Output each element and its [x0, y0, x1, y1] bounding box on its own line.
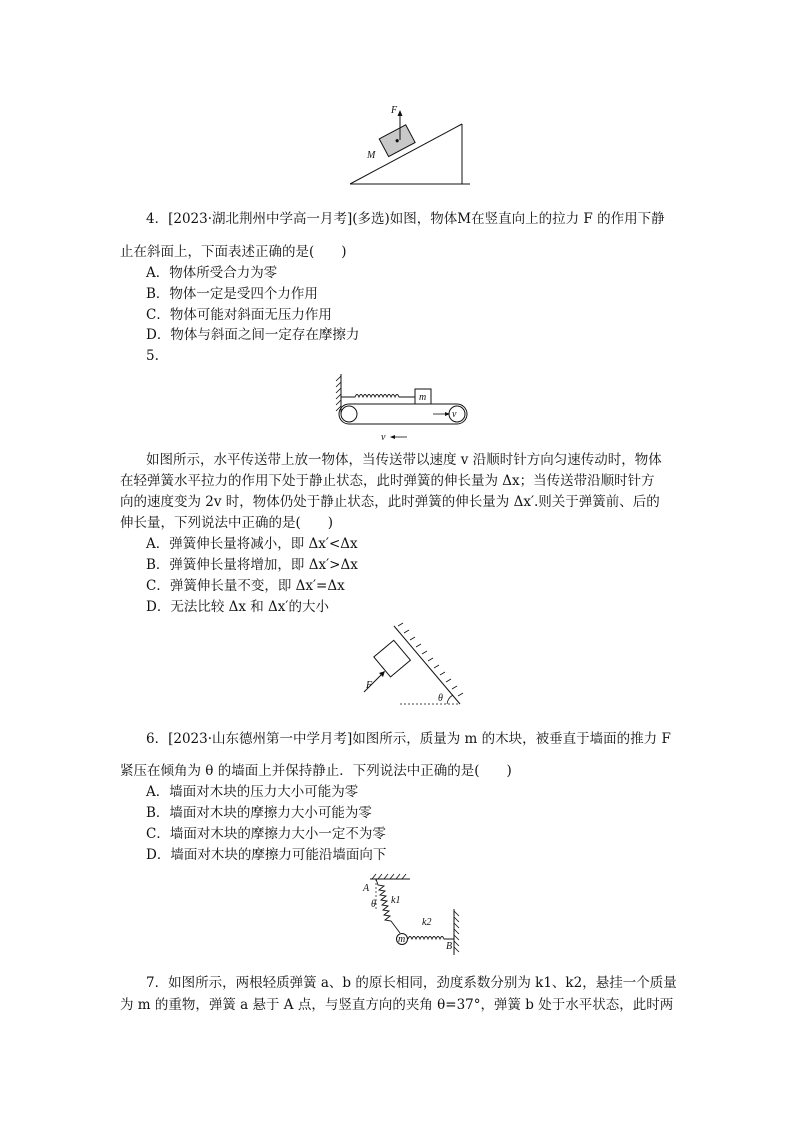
spring-b: [408, 937, 454, 940]
q6-option-a: A．墙面对木块的压力大小可能为零: [146, 784, 359, 800]
q4-stem-line1: 4．[2023·湖北荆州中学高一月考](多选)如图，物体M在竖直向上的拉力 F 的作用下静: [146, 211, 665, 227]
k2-label: k2: [422, 917, 432, 928]
mass-label: m: [419, 392, 427, 403]
q6-wall-figure: [352, 622, 472, 714]
q5-stem-line1: 如图所示，水平传送带上放一物体，当传送带以速度 v 沿顺时针方向匀速传动时，物体: [146, 452, 662, 468]
q5-number: 5.: [146, 348, 159, 364]
angle-label: θ: [438, 693, 443, 704]
mass-label: M: [367, 150, 376, 161]
q5-option-d: D．无法比较 Δx 和 Δx′的大小: [146, 599, 329, 615]
q6-stem-line2: 紧压在倾角为 θ 的墙面上并保持静止．下列说法中正确的是( ): [120, 763, 512, 779]
v-bottom-label: v: [381, 432, 386, 443]
q6-stem-line1: 6．[2023·山东德州第一中学月考]如图所示，质量为 m 的木块，被垂直于墙面的推力 F: [146, 731, 671, 747]
q4-option-c: C．物体可能对斜面无压力作用: [146, 307, 332, 323]
q6-option-c: C．墙面对木块的摩擦力大小一定不为零: [146, 826, 386, 842]
q5-option-a: A．弹簧伸长量将减小，即 Δx′<Δx: [146, 536, 358, 552]
spring: [341, 395, 415, 398]
q6-option-b: B．墙面对木块的摩擦力大小可能为零: [146, 805, 372, 821]
v-top-label: v: [452, 409, 457, 420]
q4-option-b: B．物体一定是受四个力作用: [146, 286, 318, 302]
q5-stem-line2: 在轻弹簧水平拉力的作用下处于静止状态，此时弹簧的伸长量为 Δx；当传送带沿顺时针方: [120, 473, 655, 489]
q4-stem-line2: 止在斜面上，下面表述正确的是( ): [120, 244, 347, 260]
point-a-label: A: [363, 883, 370, 894]
q7-stem-line2: 为 m 的重物，弹簧 a 悬于 A 点，与竖直方向的夹角 θ=37°，弹簧 b 处于水平状态，此时两: [120, 997, 674, 1013]
point-b-label: B: [446, 941, 453, 952]
q4-incline-figure: [345, 100, 480, 190]
q7-springs-figure: [358, 873, 468, 961]
q6-option-d: D．墙面对木块的摩擦力可能沿墙面向下: [146, 847, 387, 863]
q5-option-b: B．弹簧伸长量将增加，即 Δx′>Δx: [146, 557, 358, 573]
block: [374, 640, 411, 677]
q5-stem-line3: 向的速度变为 2v 时，物体仍处于静止状态，此时弹簧的伸长量为 Δx′.则关于弹簧前、后的: [120, 494, 660, 510]
mass-label: m: [398, 934, 406, 945]
q4-option-a: A．物体所受合力为零: [146, 265, 278, 281]
spring-a: [376, 879, 400, 933]
q7-stem-line1: 7．如图所示，两根轻质弹簧 a、b 的原长相同，劲度系数分别为 k1、k2，悬挂一个质量: [146, 975, 677, 991]
q4-option-d: D．物体与斜面之间一定存在摩擦力: [146, 327, 360, 343]
force-label: F: [391, 105, 398, 116]
theta-label: θ: [371, 899, 376, 910]
k1-label: k1: [391, 895, 401, 906]
force-label: F: [366, 680, 373, 691]
q5-option-c: C．弹簧伸长量不变，即 Δx′=Δx: [146, 578, 345, 594]
q5-stem-line4: 伸长量，下列说法中正确的是( ): [120, 515, 334, 531]
left-roller: [341, 406, 357, 422]
q5-conveyor-figure: [333, 372, 473, 444]
